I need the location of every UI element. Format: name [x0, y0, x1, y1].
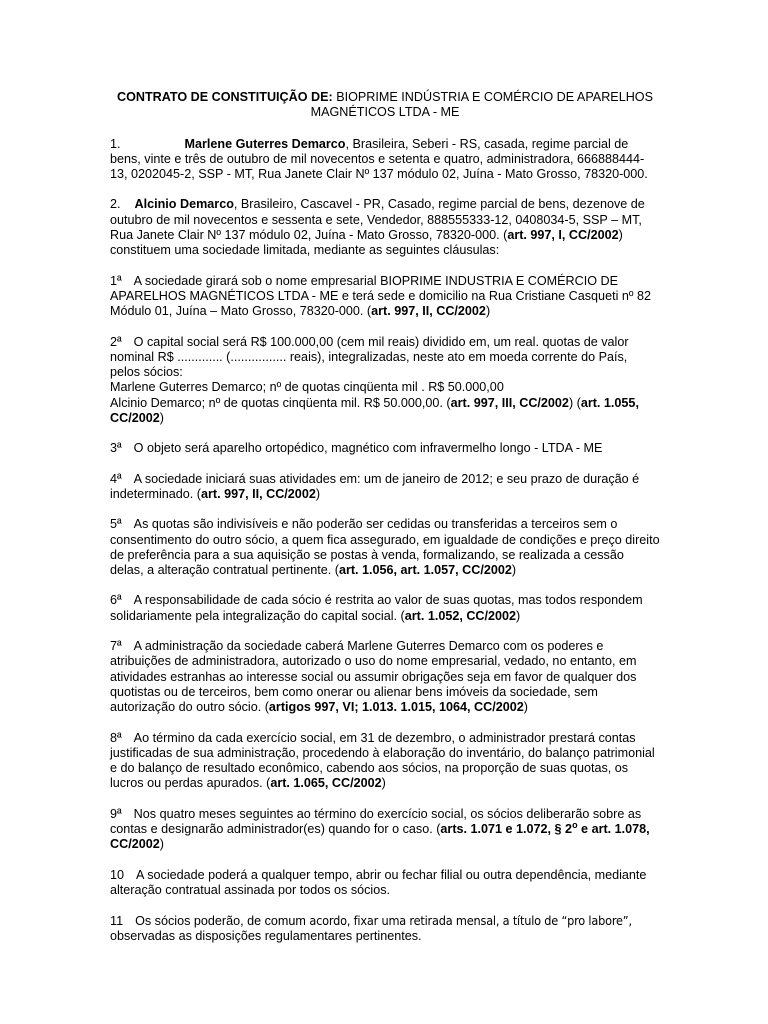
clause-4	[110, 472, 660, 503]
clause-text: observadas as disposições regulamentares pertinentes.	[110, 929, 422, 944]
legal-reference-part: e art. 1.078, CC/2002	[110, 821, 650, 852]
party-name: Alcinio Demarco	[134, 197, 234, 212]
clause-number: 5ª	[110, 517, 122, 532]
clause-text: As quotas são indivisíveis e não poderão ser cedidas ou transferidas a terceiros sem o consentimento do outro sócio, a quem fica assegurado, em igualdade de condições e preço direito de preferência para a sua aquisição se postas à venda, formalizando, se realizada a cessão delas, a alteração contratual pertinente. (	[110, 517, 660, 578]
clause-text: Ao término da cada exercício social, em 31 de dezembro, o administrador prestará contas justificadas de sua administração, procedendo à elaboração do inventário, do balanço patrimonial e do balanço de resultado econômico, cabendo aos sócios, na proporção de suas quotas, os lucros ou perdas apurados. (	[110, 730, 655, 791]
clause-text: A sociedade poderá a qualquer tempo, abrir ou fechar filial ou outra dependência, mediante alteração contratual assinada por todos os sócios.	[110, 867, 647, 897]
legal-reference: art. 997, III, CC/2002	[450, 395, 569, 410]
party-details: , Brasileira, Seberi - RS, casada, regime parcial de bens, vinte e três de outubro de mil novecentos e setenta e quatro, administradora, 666888444-13, 0202045-2, SSP - MT, Rua Janete Clair Nº 137 módulo 02, Juína - Mato Grosso, 78320-000.	[110, 136, 648, 182]
party-tail: ) constituem uma sociedade limitada, mediante as seguintes cláusulas:	[110, 228, 623, 258]
contract-page	[110, 90, 660, 960]
clause-text: O objeto será aparelho ortopédico, magnético com infravermelho longo - LTDA - ME	[133, 441, 603, 456]
clause-text: A sociedade iniciará suas atividades em: um de janeiro de 2012; e seu prazo de duração é indeterminado. (	[110, 471, 640, 501]
clause-text: Os sócios poderão, de comum	[135, 914, 310, 929]
clause-5	[110, 517, 660, 578]
clause-text: A responsabilidade de cada sócio é restrita ao valor de suas quotas, mas todos respondem solidariamente pela integralização do capital social. (	[110, 593, 643, 623]
title-company: BIOPRIME INDÚSTRIA E COMÉRCIO DE APARELHOS MAGNÉTICOS LTDA - ME	[310, 90, 653, 120]
clause-7	[110, 639, 660, 715]
clause-number: 4ª	[110, 471, 122, 486]
party-number: 1.	[110, 136, 121, 151]
clause-number: 6ª	[110, 593, 122, 608]
clause-1	[110, 274, 660, 320]
party-number: 2.	[110, 197, 121, 212]
title-bold: CONTRATO DE CONSTITUIÇÃO DE:	[116, 90, 333, 104]
clause-tail: )	[523, 700, 528, 715]
legal-reference: art. 997, II, CC/2002	[371, 304, 486, 319]
contract-title	[110, 90, 660, 121]
clause-tail: )	[315, 486, 321, 501]
party-2	[110, 197, 660, 258]
party-name: Marlene Guterres Demarco	[184, 136, 346, 151]
clause-2	[110, 335, 660, 427]
clause-number: 10	[110, 867, 125, 882]
clause-tail: )	[159, 411, 164, 426]
clause-number: 9ª	[110, 806, 122, 821]
clause-6	[110, 593, 660, 624]
clause-separator: ) (	[568, 395, 581, 410]
party-details: , Brasileiro, Cascavel - PR, Casado, regime parcial de bens, dezenove de outubro de mil novecentos e sessenta e sete, Vendedor, 888555333-12, 0408034-5, SSP – MT, Rua Janete Clair Nº 137 módulo 02, Juína - Mato Grosso, 78320-000. (	[110, 197, 645, 243]
clause-text: A sociedade girará sob o nome empresarial BIOPRIME INDUSTRIA E COMÉRCIO DE APARELHOS MAGNÉTICOS LTDA - ME e terá sede e domicilio na Rua Cristiane Casqueti nº 82 Módulo 01, Juína – Mato Grosso, 78320-000. (	[110, 273, 651, 319]
clause-tail: )	[516, 608, 521, 623]
legal-reference: artigos 997, VI; 1.013. 1.015, 1064, CC/2002	[268, 700, 524, 715]
clause-text: O capital social será R$ 100.000,00 (cem mil reais) dividido em, um real. quotas de valor nominal R$ ............. (................ reais), integralizadas, neste ato em moeda corrente do País, pelos sócios:	[110, 334, 629, 380]
clause-tail: )	[511, 563, 517, 578]
clause-text: A administração da sociedade caberá Marlene Guterres Demarco com os poderes e atribuições de administradora, autorizado o uso do nome empresarial, vedado, no entanto, em atividades estranhas ao interesse social ou assumir obrigações seja em favor de qualquer dos quotistas ou de terceiros, bem como onerar ou alienar bens imóveis da sociedade, sem autorização do outro sócio. (	[110, 639, 637, 715]
clause-tail: )	[485, 304, 491, 319]
legal-reference: art. 1.056, art. 1.057, CC/2002	[338, 563, 512, 578]
clause-text-condensed: acordo, fixar uma retirada mensal, a título de “pro labore”,	[309, 913, 632, 929]
clause-11	[110, 913, 660, 945]
clause-text: Nos quatro meses seguintes ao término do exercício social, os sócios deliberarão sobre as contas e designarão administrador(es) quando for o caso. (	[110, 806, 642, 836]
clause-number: 7ª	[110, 639, 122, 654]
clause-number: 2ª	[110, 334, 122, 349]
clause-tail: )	[381, 776, 386, 791]
clause-3	[110, 441, 660, 456]
partner-quota-line: Alcinio Demarco; nº de quotas cinqüenta mil. R$ 50.000,00. (	[110, 395, 451, 410]
legal-reference: art. 997, II, CC/2002	[201, 486, 316, 501]
clause-number: 8ª	[110, 730, 122, 745]
legal-reference: art. 1.065, CC/2002	[270, 776, 382, 791]
party-1	[110, 137, 660, 183]
legal-reference: art. 997, I, CC/2002	[507, 228, 619, 243]
legal-reference: art. 1.052, CC/2002	[404, 608, 517, 623]
legal-reference-part: arts. 1.071 e 1.072, § 2	[440, 821, 573, 836]
clause-tail: )	[159, 837, 164, 852]
legal-reference: art. 1.055, CC/2002	[110, 395, 639, 426]
superscript: o	[572, 819, 578, 830]
clause-9	[110, 807, 660, 853]
clause-8	[110, 731, 660, 792]
clause-number: 3ª	[110, 441, 122, 456]
partner-quota-line: Marlene Guterres Demarco; nº de quotas cinqüenta mil . R$ 50.000,00	[110, 380, 504, 395]
clause-number: 1ª	[110, 273, 122, 288]
clause-number: 11	[110, 914, 124, 929]
clause-10	[110, 868, 660, 899]
